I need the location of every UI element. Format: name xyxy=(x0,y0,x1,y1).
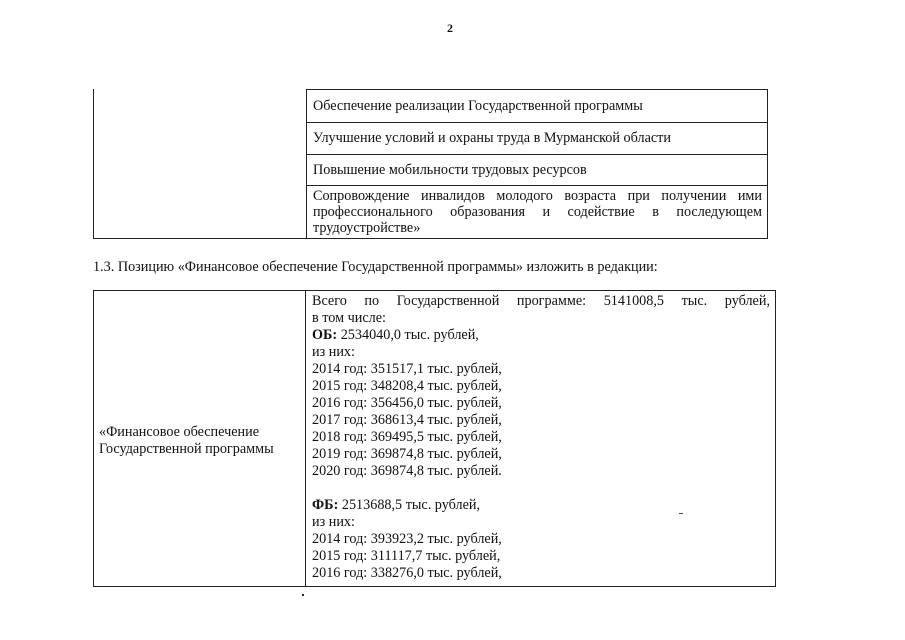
tasks-table-right-column xyxy=(307,89,767,238)
task-text-line: трудоустройстве» xyxy=(313,220,421,236)
fb-year-line: 2014 год: 393923,2 тыс. рублей, xyxy=(312,531,502,547)
financing-values-cell xyxy=(312,293,770,582)
ob-year-line: 2019 год: 369874,8 тыс. рублей, xyxy=(312,446,502,462)
task-text-line: Сопровождение инвалидов молодого возраста при получении ими xyxy=(313,188,762,204)
task-row xyxy=(307,154,767,185)
task-row xyxy=(307,89,767,122)
financing-label-line: «Финансовое обеспечение xyxy=(99,424,260,440)
fb-prefix: ФБ: xyxy=(312,497,339,513)
total-line-continued: в том числе: xyxy=(312,310,386,326)
ob-year-line: 2015 год: 348208,4 тыс. рублей, xyxy=(312,378,502,394)
ob-subheading: из них: xyxy=(312,344,355,360)
tasks-table-left-cell xyxy=(94,89,307,238)
total-line: Всего по Государственной программе: 5141008,5 тыс. рублей, xyxy=(312,293,770,309)
ob-total xyxy=(312,327,770,344)
task-row xyxy=(307,185,767,239)
financing-label-cell xyxy=(94,291,306,586)
tasks-table xyxy=(93,89,768,239)
fb-year-line: 2016 год: 338276,0 тыс. рублей, xyxy=(312,565,502,581)
ob-total-value: 2534040,0 тыс. рублей, xyxy=(337,327,479,343)
financing-label xyxy=(99,424,274,458)
task-row xyxy=(307,122,767,154)
fb-total xyxy=(312,497,770,514)
ob-year-line: 2016 год: 356456,0 тыс. рублей, xyxy=(312,395,502,411)
fb-year-line: 2015 год: 311117,7 тыс. рублей, xyxy=(312,548,501,564)
ob-year-line: 2017 год: 368613,4 тыс. рублей, xyxy=(312,412,502,428)
scan-speck xyxy=(679,513,683,514)
ob-year-line: 2020 год: 369874,8 тыс. рублей. xyxy=(312,463,502,479)
task-text: Улучшение условий и охраны труда в Мурманской области xyxy=(313,130,671,146)
fb-subheading: из них: xyxy=(312,514,355,530)
blank-line xyxy=(312,480,770,497)
ob-prefix: ОБ: xyxy=(312,327,338,343)
task-text: Обеспечение реализации Государственной программы xyxy=(313,98,643,114)
financing-label-line: Государственной программы xyxy=(99,441,274,457)
task-text-line: профессионального образования и содействие в последующем xyxy=(313,204,762,220)
scan-speck xyxy=(302,594,304,596)
task-text: Повышение мобильности трудовых ресурсов xyxy=(313,162,587,178)
fb-total-value: 2513688,5 тыс. рублей, xyxy=(338,497,481,513)
financing-table xyxy=(93,290,776,587)
ob-year-line: 2018 год: 369495,5 тыс. рублей, xyxy=(312,429,502,445)
ob-year-line: 2014 год: 351517,1 тыс. рублей, xyxy=(312,361,502,377)
page-number: 2 xyxy=(447,21,453,35)
section-heading: 1.3. Позицию «Финансовое обеспечение Государственной программы» изложить в редакции: xyxy=(93,259,658,275)
